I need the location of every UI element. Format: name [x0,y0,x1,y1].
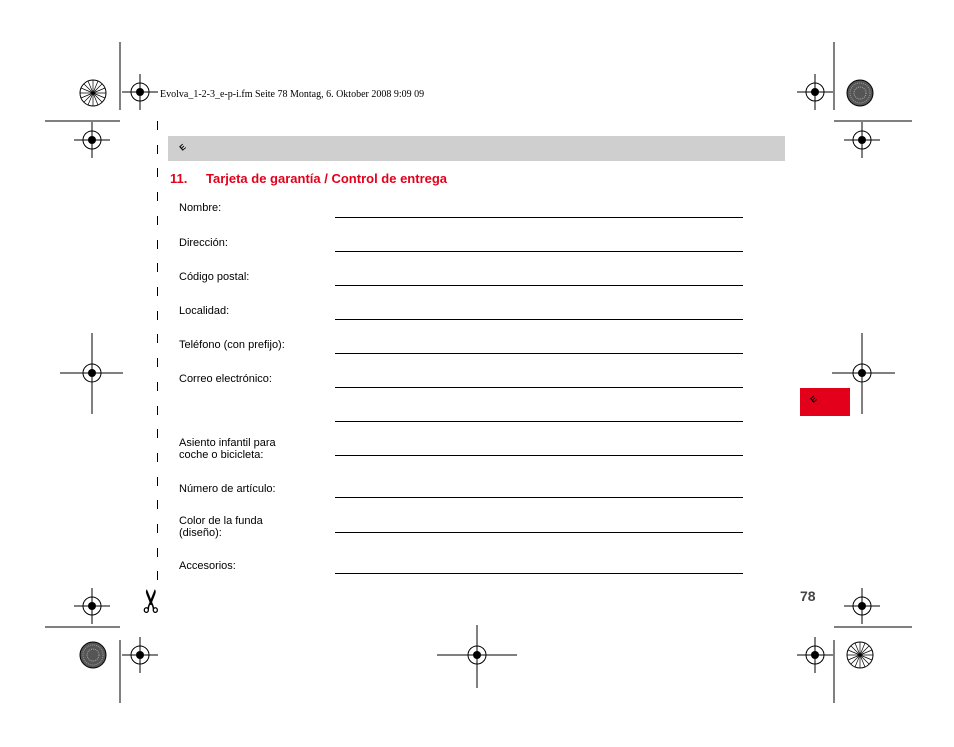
cut-line-dash [157,571,158,580]
field-label-telefono: Teléfono (con prefijo): [179,339,285,351]
write-line-nombre[interactable] [335,217,743,218]
field-label-correo: Correo electrónico: [179,373,272,385]
cut-line-dash [157,240,158,249]
registration-mark-icon [797,74,833,110]
section-title-text: Tarjeta de garantía / Control de entrega [206,171,448,186]
write-line-accesorios[interactable] [335,573,743,574]
write-line-correo[interactable] [335,387,743,388]
field-label-codigo-postal: Código postal: [179,271,250,283]
section-number: 11. [170,171,188,186]
field-label-nombre: Nombre: [179,202,222,214]
registration-mark-icon [122,637,158,673]
scissors-icon: ✂ [133,587,170,615]
star-mark-icon [80,80,106,106]
cut-line-dash [157,358,158,367]
field-label-direccion: Dirección: [179,237,228,249]
file-info-header: Evolva_1-2-3_e-p-i.fm Seite 78 Montag, 6. Oktober 2008 9:09 09 [160,89,425,100]
write-line-codigo-postal[interactable] [335,285,743,286]
language-header-bar [168,136,785,161]
write-line-color-funda[interactable] [335,532,743,533]
registration-mark-icon [844,122,880,158]
language-badge-label: E [177,142,188,153]
cut-line-dash [157,477,158,486]
star-mark-icon [847,642,873,668]
write-line-asiento[interactable] [335,455,743,456]
registration-mark-icon [74,588,110,624]
registration-mark-icon [797,637,833,673]
cut-line-dash [157,406,158,415]
dot-mark-icon [80,642,106,668]
dot-mark-icon [847,80,873,106]
write-line-telefono[interactable] [335,353,743,354]
write-line-numero-articulo[interactable] [335,497,743,498]
language-side-tab-label: E [808,394,819,405]
cut-line-dash [157,168,158,177]
write-line-correo-2[interactable] [335,421,743,422]
cut-line-dash [157,216,158,225]
cut-line-dash [157,429,158,438]
cut-line-dash [157,524,158,533]
cut-line-dash [157,548,158,557]
registration-mark-icon [74,122,110,158]
cut-line-dash [157,287,158,296]
cut-line-dash [157,145,158,154]
cut-line-dash [157,500,158,509]
write-line-direccion[interactable] [335,251,743,252]
cut-line-dash [157,121,158,130]
field-label-color-funda: Color de la funda (diseño): [179,515,263,539]
field-label-accesorios: Accesorios: [179,560,236,572]
cut-line-dash [157,382,158,391]
cut-line-dash [157,311,158,320]
cut-line-dash [157,263,158,272]
cut-line-dash [157,453,158,462]
section-title [170,171,447,186]
page-number: 78 [800,588,816,604]
cut-line-dash [157,334,158,343]
registration-mark-icon [844,588,880,624]
cut-line-dash [157,192,158,201]
write-line-localidad[interactable] [335,319,743,320]
field-label-numero-articulo: Número de artículo: [179,483,276,495]
registration-mark-icon [122,74,158,110]
field-label-localidad: Localidad: [179,305,230,317]
field-label-asiento: Asiento infantil para coche o bicicleta: [179,437,276,461]
language-side-tab [800,388,850,416]
